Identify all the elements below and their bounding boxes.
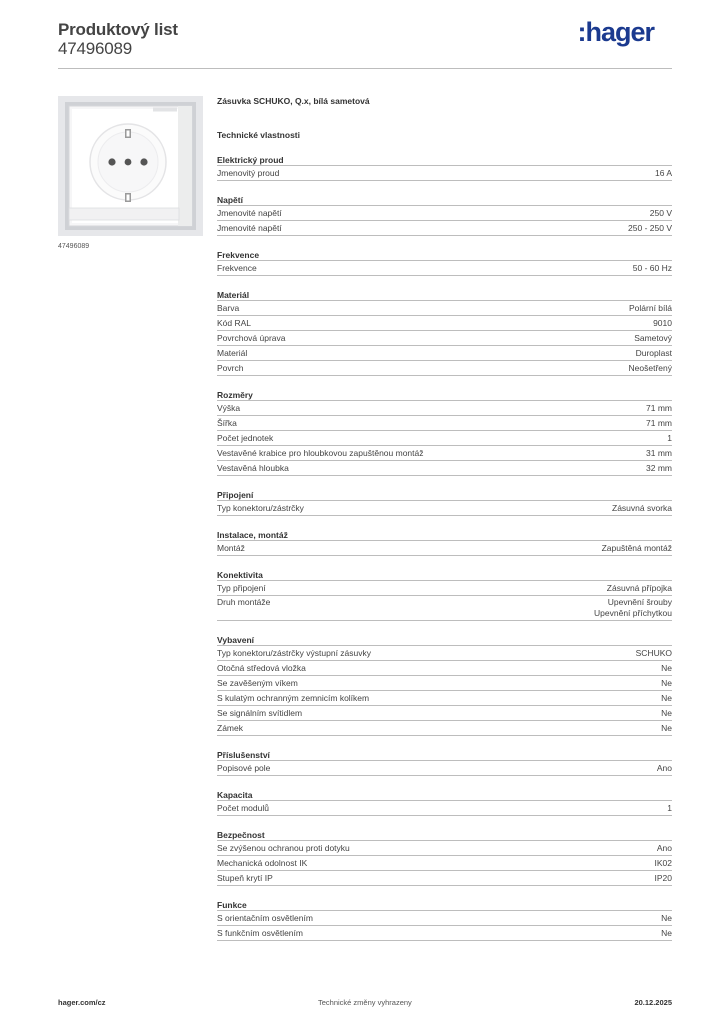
spec-label: S kulatým ochranným zemnicím kolíkem [217, 693, 370, 703]
spec-value: Ne [661, 913, 672, 923]
group-title: Instalace, montáž [217, 529, 672, 541]
spec-value: 250 - 250 V [628, 223, 672, 233]
spec-label: Materiál [217, 348, 248, 358]
spec-row [217, 166, 672, 181]
spec-row [217, 676, 672, 691]
spec-row [217, 301, 672, 316]
spec-value: 71 mm [646, 418, 672, 428]
spec-label: Vestavěné krabice pro hloubkovou zapuštěnou montáž [217, 448, 424, 458]
spec-label: Jmenovitý proud [217, 168, 280, 178]
header-divider [58, 68, 672, 69]
spec-value: SCHUKO [635, 648, 672, 658]
product-image [58, 96, 203, 236]
spec-value: 50 - 60 Hz [632, 263, 672, 273]
footer-date: 20.12.2025 [634, 998, 672, 1007]
spec-row [217, 856, 672, 871]
image-caption: 47496089 [58, 243, 90, 250]
spec-label: Stupeň krytí IP [217, 873, 273, 883]
group-material [217, 289, 672, 376]
spec-row [217, 316, 672, 331]
spec-label: Se zavěšeným víkem [217, 678, 298, 688]
spec-row [217, 926, 672, 941]
spec-row [217, 761, 672, 776]
spec-label: Povrch [217, 363, 244, 373]
spec-label: Povrchová úprava [217, 333, 286, 343]
spec-value: Neošetřený [628, 363, 672, 373]
spec-value: 16 A [654, 168, 672, 178]
spec-row [217, 346, 672, 361]
group-title: Funkce [217, 899, 672, 911]
spec-value: 32 mm [646, 463, 672, 473]
spec-label: Barva [217, 303, 240, 313]
document-title: Produktový list [58, 20, 178, 39]
spec-label: Kód RAL [217, 318, 252, 328]
spec-row [217, 221, 672, 236]
socket-illustration [58, 96, 203, 236]
spec-label: Mechanická odolnost IK [217, 858, 308, 868]
spec-value: Zapuštěná montáž [601, 543, 672, 553]
product-number: 47496089 [58, 39, 133, 58]
spec-label: Zámek [217, 723, 243, 733]
spec-label: Šířka [217, 418, 237, 428]
spec-value: Ne [661, 708, 672, 718]
spec-row [217, 691, 672, 706]
section-heading: Technické vlastnosti [217, 130, 300, 140]
group-kapacita [217, 789, 672, 816]
group-bezpecnost [217, 829, 672, 886]
spec-value: Ne [661, 663, 672, 673]
group-title: Materiál [217, 289, 672, 301]
spec-row [217, 646, 672, 661]
spec-value: Ne [661, 723, 672, 733]
spec-value-line: Upevnění šrouby [607, 597, 672, 607]
spec-label: Jmenovité napětí [217, 208, 282, 218]
spec-value [594, 597, 672, 619]
spec-row [217, 581, 672, 596]
spec-label: Počet jednotek [217, 433, 274, 443]
hager-logo: :hager [577, 17, 654, 47]
spec-value: 1 [667, 433, 672, 443]
spec-row [217, 721, 672, 736]
product-name: Zásuvka SCHUKO, Q.x, bílá sametová [217, 96, 370, 106]
spec-value-line: Upevnění příchytkou [594, 608, 672, 618]
group-title: Kapacita [217, 789, 672, 801]
spec-row [217, 431, 672, 446]
spec-value: Duroplast [635, 348, 672, 358]
group-title: Konektivita [217, 569, 672, 581]
spec-row [217, 361, 672, 376]
spec-label: Frekvence [217, 263, 257, 273]
spec-value: Ne [661, 693, 672, 703]
spec-value: Polární bílá [629, 303, 672, 313]
group-frekvence [217, 249, 672, 276]
group-title: Elektrický proud [217, 154, 672, 166]
spec-value: Ne [661, 678, 672, 688]
group-title: Napětí [217, 194, 672, 206]
specification-content [217, 96, 672, 954]
spec-label: Se signálním svítidlem [217, 708, 303, 718]
spec-row [217, 446, 672, 461]
spec-value: Zásuvná svorka [612, 503, 672, 513]
spec-label: S orientačním osvětlením [217, 913, 313, 923]
group-title: Příslušenství [217, 749, 672, 761]
spec-label: Typ připojení [217, 583, 266, 593]
group-title: Bezpečnost [217, 829, 672, 841]
spec-value: Sametový [634, 333, 672, 343]
group-title: Připojení [217, 489, 672, 501]
spec-row [217, 706, 672, 721]
spec-row [217, 331, 672, 346]
spec-value: 31 mm [646, 448, 672, 458]
spec-label: Druh montáže [217, 597, 271, 607]
group-rozmery [217, 389, 672, 476]
group-title: Frekvence [217, 249, 672, 261]
spec-value: 9010 [653, 318, 672, 328]
spec-label: Se zvýšenou ochranou proti dotyku [217, 843, 350, 853]
spec-label: Vestavěná hloubka [217, 463, 289, 473]
spec-value: 71 mm [646, 403, 672, 413]
group-vybaveni [217, 634, 672, 736]
footer-notice: Technické změny vyhrazeny [318, 998, 412, 1007]
spec-row [217, 596, 672, 621]
group-title: Rozměry [217, 389, 672, 401]
spec-label: Typ konektoru/zástrčky [217, 503, 304, 513]
spec-row [217, 261, 672, 276]
spec-label: Popisové pole [217, 763, 271, 773]
spec-row [217, 416, 672, 431]
group-funkce [217, 899, 672, 941]
spec-label: Jmenovité napětí [217, 223, 282, 233]
spec-value: Zásuvná přípojka [606, 583, 672, 593]
group-elektricky-proud [217, 154, 672, 181]
spec-row [217, 461, 672, 476]
group-title: Vybavení [217, 634, 672, 646]
spec-row [217, 801, 672, 816]
spec-label: Montáž [217, 543, 245, 553]
spec-row [217, 871, 672, 886]
spec-row [217, 841, 672, 856]
group-napeti [217, 194, 672, 236]
spec-label: S funkčním osvětlením [217, 928, 303, 938]
spec-value: Ne [661, 928, 672, 938]
spec-value: Ano [656, 763, 672, 773]
footer-website-link[interactable]: hager.com/cz [58, 998, 106, 1007]
document-header [58, 17, 672, 70]
spec-row [217, 401, 672, 416]
spec-label: Výška [217, 403, 241, 413]
spec-value: IP20 [654, 873, 672, 883]
spec-value: 1 [667, 803, 672, 813]
group-pripojeni [217, 489, 672, 516]
spec-value: IK02 [654, 858, 672, 868]
spec-row [217, 911, 672, 926]
spec-row [217, 206, 672, 221]
group-prislusenstvi [217, 749, 672, 776]
group-instalace-montaz [217, 529, 672, 556]
spec-value: 250 V [649, 208, 672, 218]
group-konektivita [217, 569, 672, 621]
spec-label: Počet modulů [217, 803, 269, 813]
spec-label: Otočná středová vložka [217, 663, 306, 673]
spec-row [217, 661, 672, 676]
spec-row [217, 501, 672, 516]
spec-row [217, 541, 672, 556]
spec-value: Ano [656, 843, 672, 853]
document-footer [58, 998, 672, 1010]
spec-label: Typ konektoru/zástrčky výstupní zásuvky [217, 648, 372, 658]
